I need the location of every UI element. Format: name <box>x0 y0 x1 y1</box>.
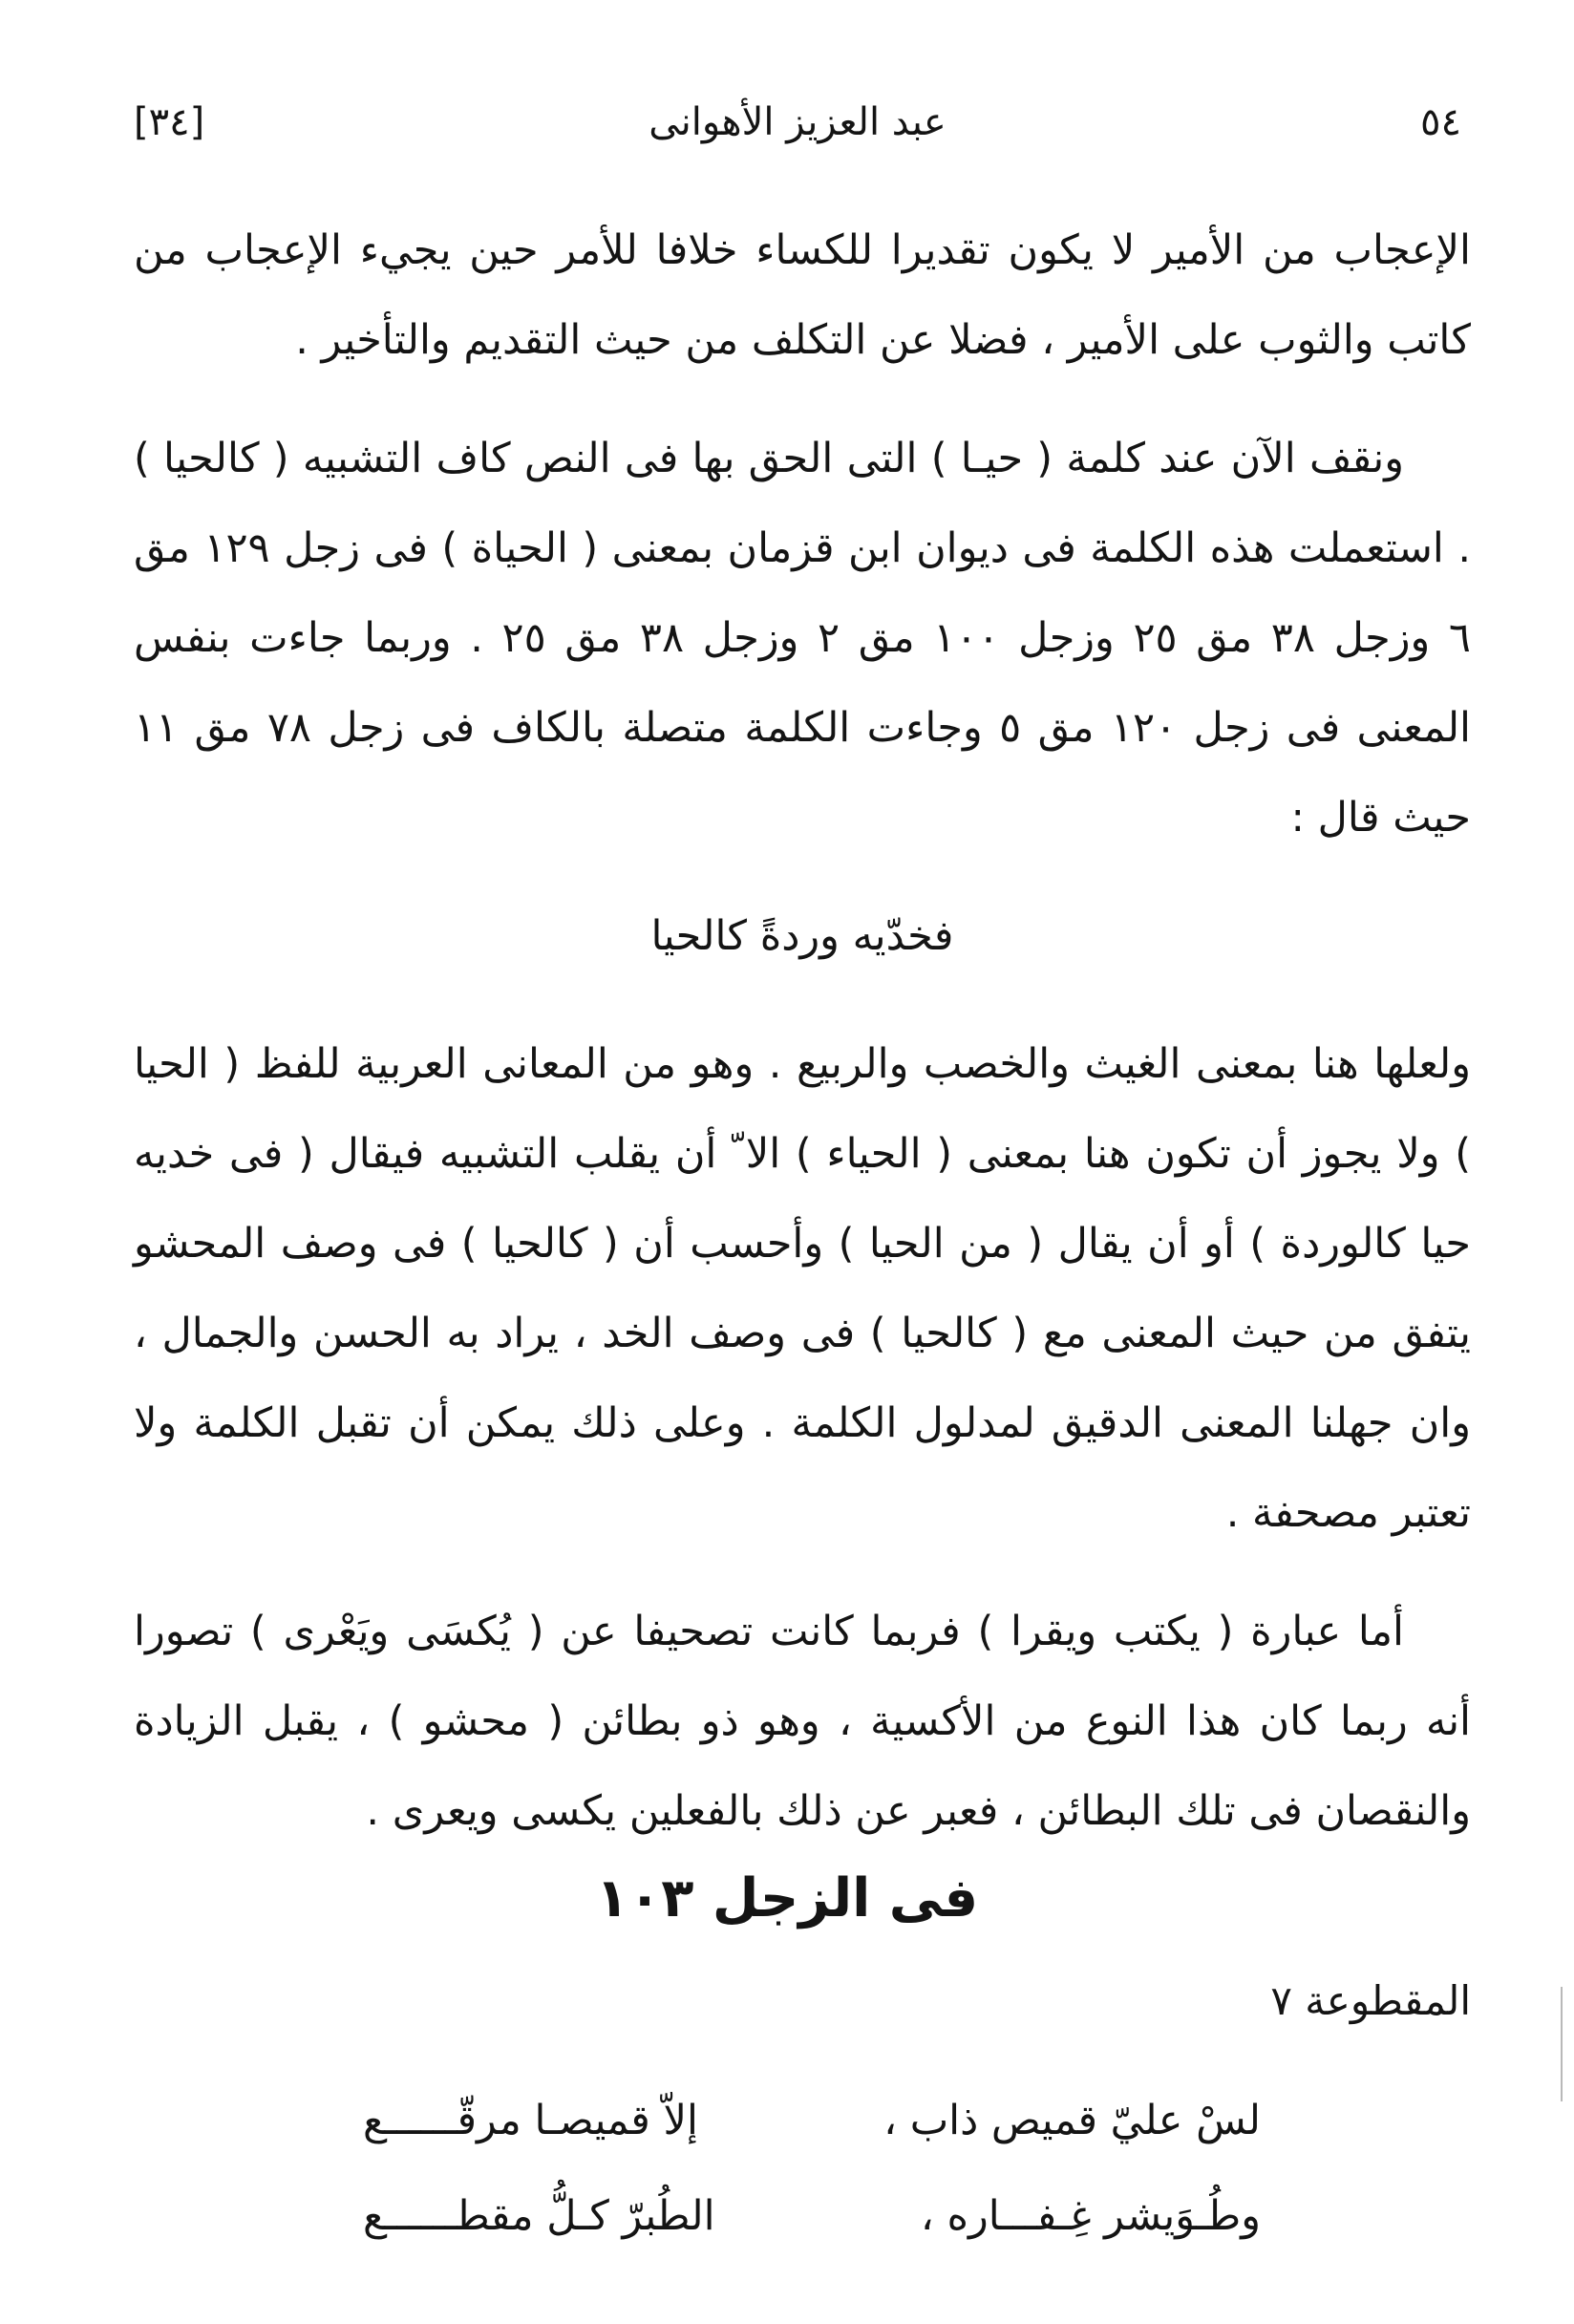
paragraph-4: أما عبارة ( يكتب ويقرا ) فربما كانت تصحيفا عن ( يُكسَى ويَعْرى ) تصورا أنه ربما كان هذا النوع من الأكسية ، وهو ذو بطائن ( محشو ) ، يقبل الزيادة والنقصان فى تلك البطائن ، فعبر عن ذلك بالفعلين يكسى ويعرى . <box>134 1608 1471 1835</box>
verse-line-2 <box>363 2168 1261 2264</box>
page-number: ٥٤ <box>1420 100 1461 144</box>
paragraph-2: ونقف الآن عند كلمة ( حيـا ) التى الحق بها فى النص كاف التشبيه ( كالحيا ) . استعملت هذه الكلمة فى ديوان ابن قزمان بمعنى ( الحياة ) فى زجل ١٢٩ مق ٦ وزجل ٣٨ مق ٢٥ وزجل ١٠٠ مق ٢ وزجل ٣٨ مق ٢٥ . وربما جاءت بنفس المعنى فى زجل ١٢٠ مق ٥ وجاءت الكلمة متصلة بالكاف فى زجل ٧٨ مق ١١ حيث قال : <box>134 435 1472 842</box>
quoted-verse: فخدّيه وردةً كالحيا <box>650 912 954 960</box>
stanza-label: المقطوعة ٧ <box>1270 1977 1471 2024</box>
paragraph-1: الإعجاب من الأمير لا يكون تقديرا للكساء خلافا للأمر حين يجيء الإعجاب من كاتب والثوب على الأمير ، فضلا عن التكلف من حيث التقديم والتأخير . <box>134 226 1471 364</box>
body-text <box>134 205 1471 1885</box>
page-header <box>134 100 1461 167</box>
section-reference: [٣٤] <box>134 100 205 144</box>
verse-2-first-hemistich: وطُـوَيشر غِـفـــاره ، <box>920 2192 1261 2240</box>
verse-line-1 <box>363 2073 1261 2168</box>
scan-edge-mark <box>1561 1987 1563 2101</box>
section-heading: فى الزجل ١٠٣ <box>595 1867 979 1930</box>
paragraph-3: ولعلها هنا بمعنى الغيث والخصب والربيع . وهو من المعانى العربية للفظ ( الحيا ) ولا يجوز أن تكون هنا بمعنى ( الحياء ) الا ّ أن يقلب التشبيه فيقال ( فى خديه حيا كالوردة ) أو أن يقال ( من الحيا ) وأحسب أن ( كالحيا ) فى وصف المحشو يتفق من حيث المعنى مع ( كالحيا ) فى وصف الخد ، يراد به الحسن والجمال ، وان جهلنا المعنى الدقيق لمدلول الكلمة . وعلى ذلك يمكن أن تقبل الكلمة ولا تعتبر مصحفة . <box>134 1040 1471 1537</box>
verse-2-second-hemistich: الطُبرّ كـلُّ مقطــــــع <box>363 2192 715 2240</box>
verse-1-second-hemistich: إلاّ قميصـا مرقّــــــع <box>363 2097 698 2144</box>
verse-block <box>363 2073 1261 2264</box>
verse-1-first-hemistich: لسْ عليّ قميص ذاب ، <box>883 2097 1261 2144</box>
running-title: عبد العزيز الأهوانى <box>649 100 947 144</box>
